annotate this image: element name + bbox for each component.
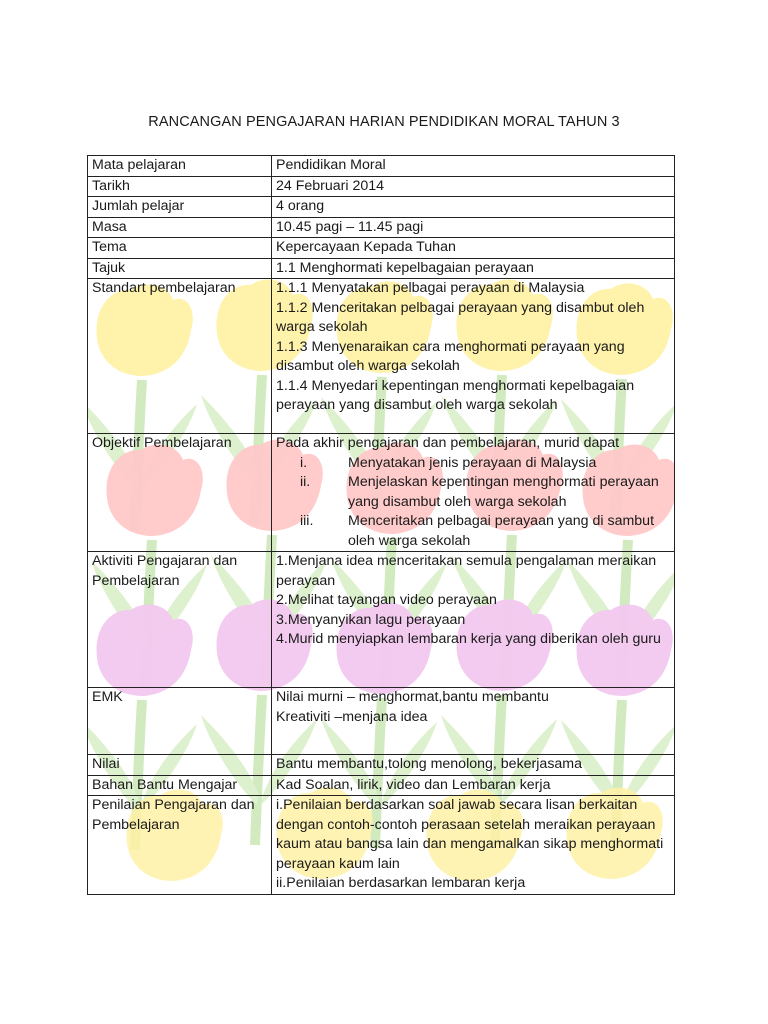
emk-item: Nilai murni – menghormat,bantu membantu	[276, 689, 549, 705]
row-value: 4 orang	[272, 197, 675, 218]
activity-item: 1.Menjana idea menceritakan semula pengalaman meraikan perayaan	[276, 553, 661, 589]
lesson-plan-table	[87, 155, 675, 895]
table-row	[88, 796, 675, 895]
document-title: RANCANGAN PENGAJARAN HARIAN PENDIDIKAN MORAL TAHUN 3	[148, 114, 620, 130]
table-row	[88, 279, 675, 434]
objective-number: iii.	[300, 513, 314, 529]
table-row	[88, 217, 675, 238]
standard-item: 1.1.3 Menyenaraikan cara menghormati perayaan yang disambut oleh warga sekolah	[276, 338, 629, 374]
table-row	[88, 434, 675, 552]
row-label: Tajuk	[88, 258, 272, 279]
row-value	[272, 688, 675, 755]
row-label: Bahan Bantu Mengajar	[88, 775, 272, 796]
row-label: Objektif Pembelajaran	[88, 434, 272, 552]
table-row	[88, 176, 675, 197]
row-value	[272, 796, 675, 895]
objective-item	[276, 473, 670, 512]
table-row	[88, 552, 675, 688]
standard-item: 1.1.2 Menceritakan pelbagai perayaan yang disambut oleh warga sekolah	[276, 299, 649, 335]
row-label: Standart pembelajaran	[88, 279, 272, 434]
table-row	[88, 156, 675, 177]
table-row	[88, 688, 675, 755]
row-value	[272, 279, 675, 434]
row-label: Tema	[88, 238, 272, 259]
row-label: Mata pelajaran	[88, 156, 272, 177]
table-row	[88, 197, 675, 218]
activity-item: 3.Menyanyikan lagu perayaan	[276, 611, 466, 628]
standard-item: 1.1.4 Menyedari kepentingan menghormati kepelbagaian perayaan yang disambut oleh warga sekolah	[276, 377, 639, 413]
objective-item	[276, 512, 670, 551]
table-row	[88, 775, 675, 796]
objective-intro: Pada akhir pengajaran dan pembelajaran, murid dapat	[276, 435, 620, 451]
row-label: Penilaian Pengajaran dan Pembelajaran	[88, 796, 272, 895]
row-value	[272, 552, 675, 688]
objective-number: ii.	[300, 474, 311, 490]
row-label: Tarikh	[88, 176, 272, 197]
table-row	[88, 258, 675, 279]
activity-item: 2.Melihat tayangan video perayaan	[276, 592, 497, 608]
standard-item: 1.1.1 Menyatakan pelbagai perayaan di Malaysia	[276, 280, 585, 296]
assessment-item: i.Penilaian berdasarkan soal jawab secara lisan berkaitan dengan contoh-contoh perasaan setelah meraikan perayaan kaum atau bangsa lain dan mengamalkan sikap menghormati perayaan kaum lain	[276, 797, 668, 872]
table-row	[88, 755, 675, 776]
row-label: Jumlah pelajar	[88, 197, 272, 218]
objective-text: Menceritakan pelbagai perayaan yang di sambut oleh warga sekolah	[348, 513, 655, 549]
row-label: Aktiviti Pengajaran dan Pembelajaran	[88, 552, 272, 688]
objective-text: Menyatakan jenis perayaan di Malaysia	[348, 454, 597, 471]
objective-number: i.	[300, 454, 308, 471]
row-value: Bantu membantu,tolong menolong, bekerjasama	[272, 755, 675, 776]
row-value	[272, 434, 675, 552]
activity-item: 4.Murid menyiapkan lembaran kerja yang diberikan oleh guru	[276, 631, 661, 647]
row-value: 24 Februari 2014	[272, 176, 675, 197]
assessment-item: ii.Penilaian berdasarkan lembaran kerja	[276, 875, 526, 891]
row-value: Kad Soalan, lirik, video dan Lembaran kerja	[272, 775, 675, 796]
row-value: 10.45 pagi – 11.45 pagi	[272, 217, 675, 238]
objective-item	[276, 454, 670, 474]
table-row	[88, 238, 675, 259]
row-value: Pendidikan Moral	[272, 156, 675, 177]
row-label: Masa	[88, 217, 272, 238]
row-value: Kepercayaan Kepada Tuhan	[272, 238, 675, 259]
emk-item: Kreativiti –menjana idea	[276, 708, 428, 725]
row-label: Nilai	[88, 755, 272, 776]
row-label: EMK	[88, 688, 272, 755]
objective-text: Menjelaskan kepentingan menghormati perayaan yang disambut oleh warga sekolah	[348, 474, 659, 510]
row-value: 1.1 Menghormati kepelbagaian perayaan	[272, 258, 675, 279]
